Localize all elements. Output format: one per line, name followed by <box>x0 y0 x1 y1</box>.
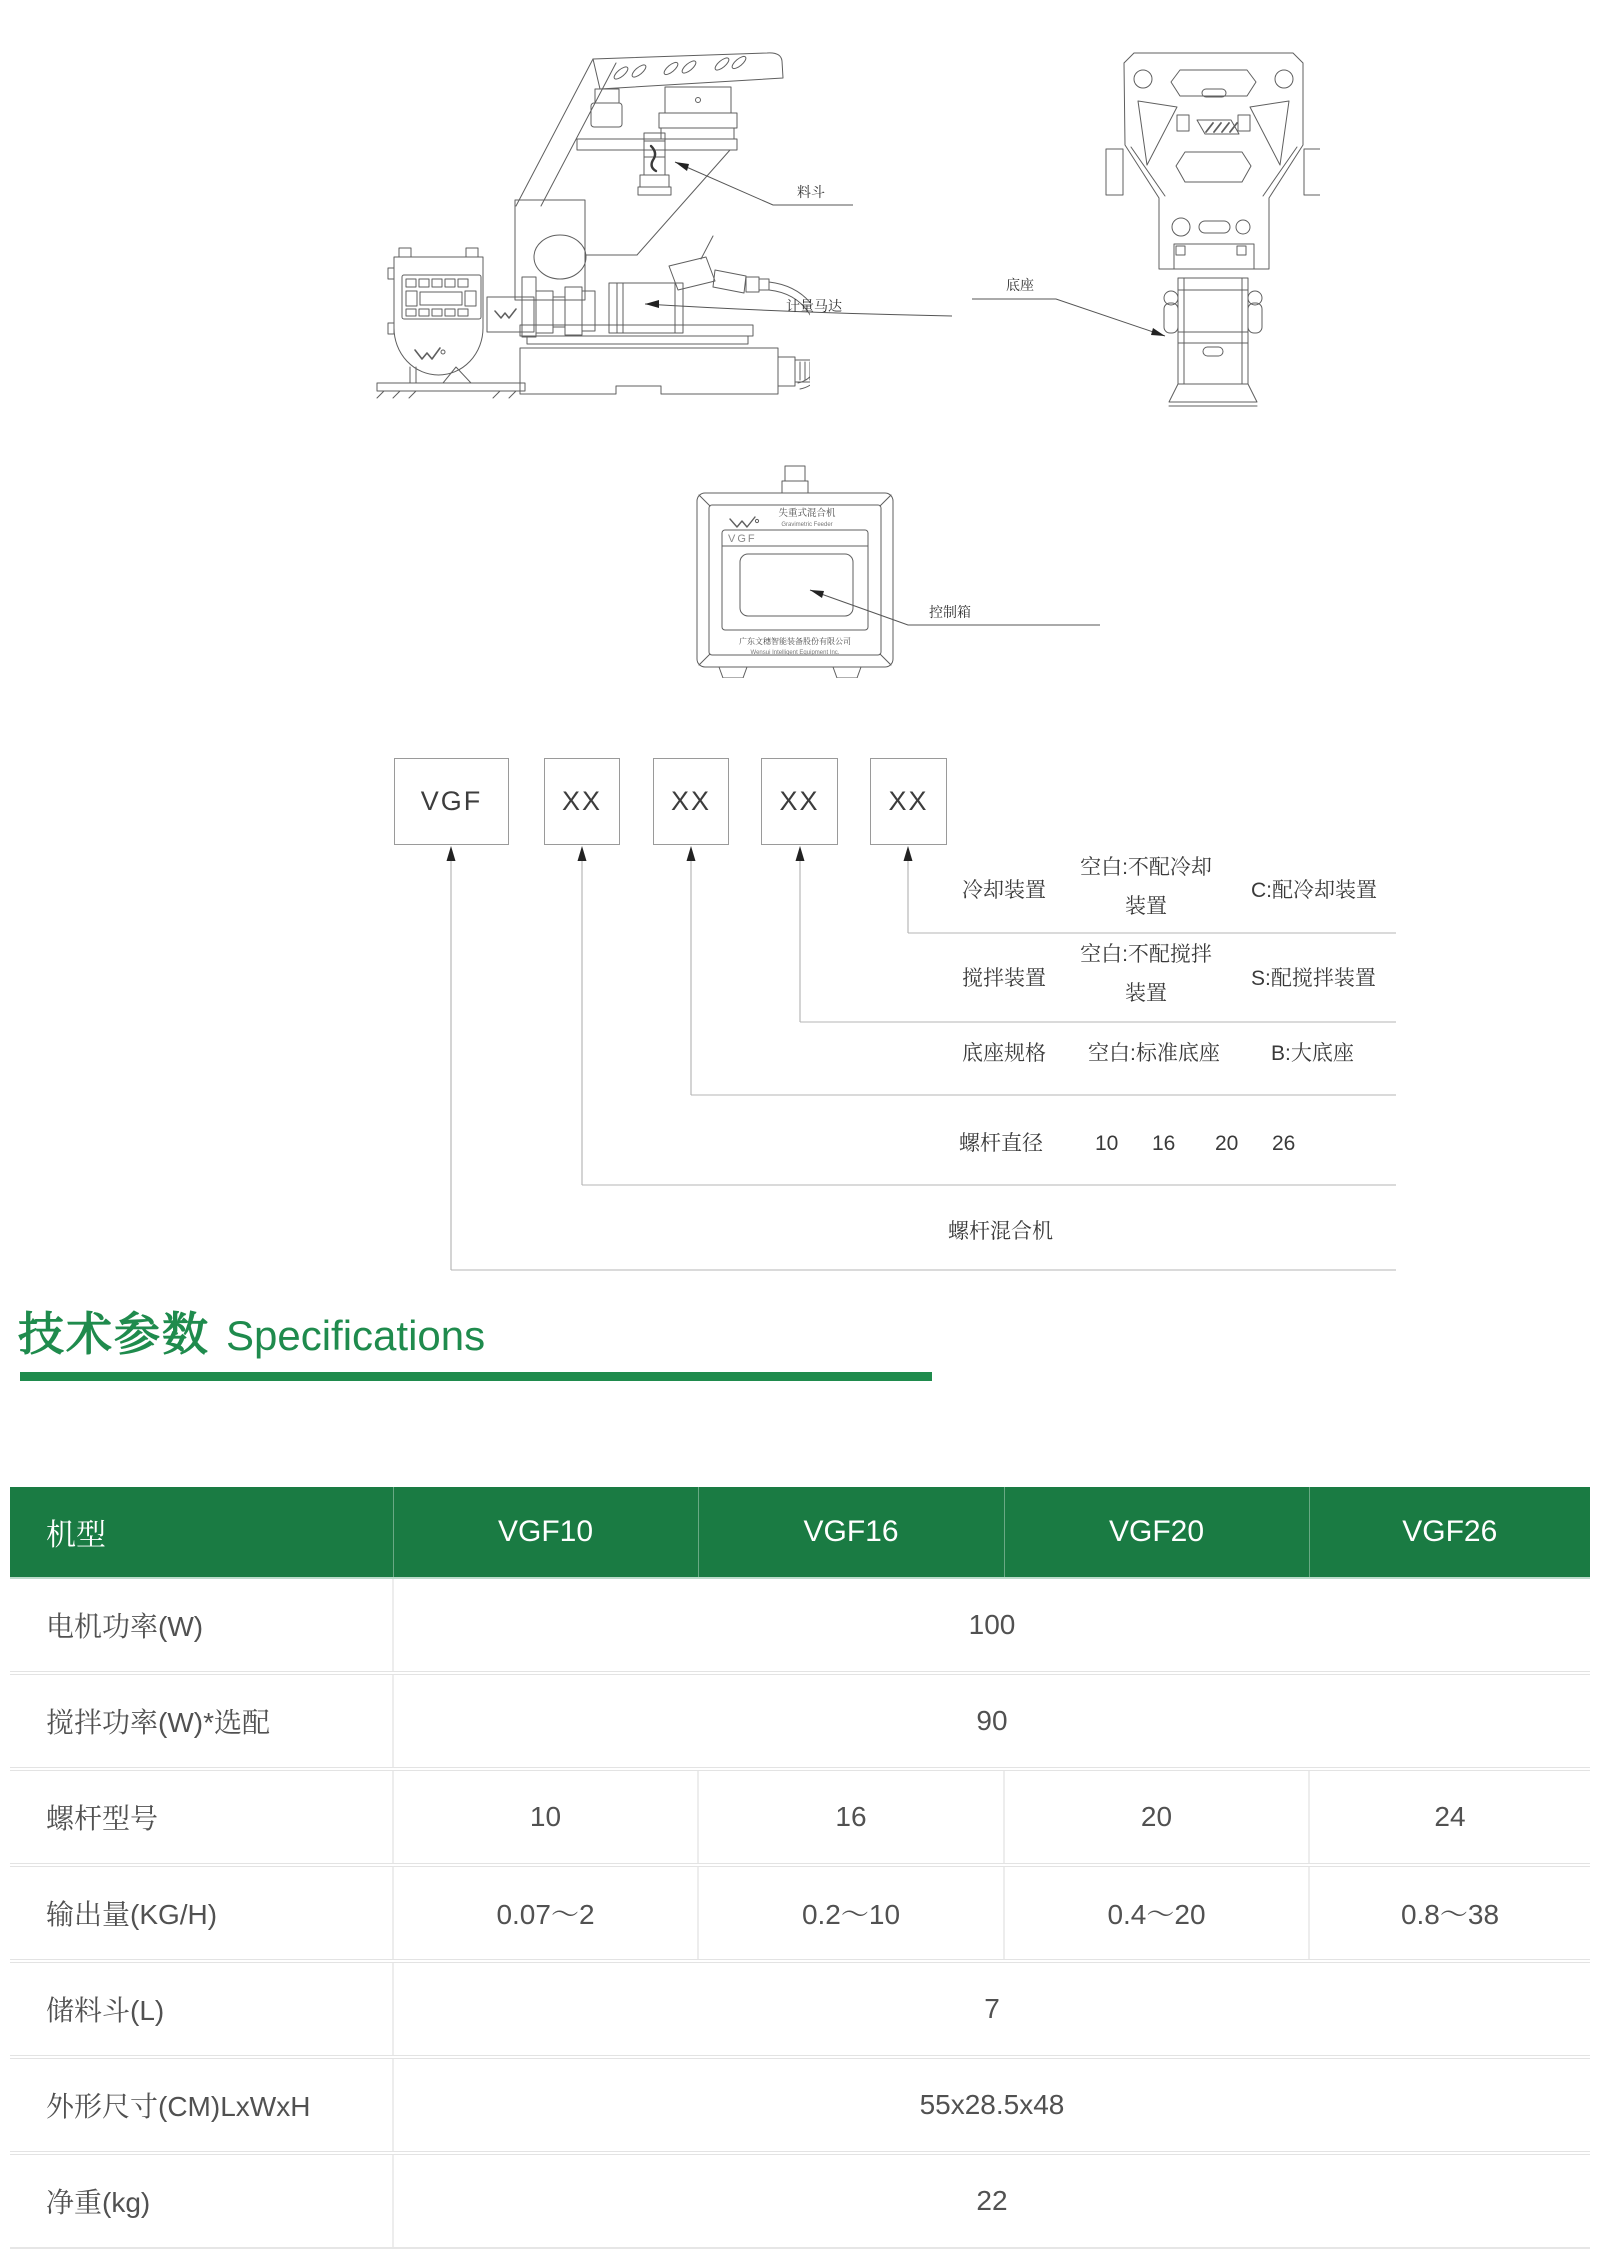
table-row <box>10 1769 1590 1865</box>
spec-header-vgf16: VGF16 <box>698 1487 1004 1578</box>
model-code-box-vgf: VGF <box>394 758 509 845</box>
row-motor-power-label: 电机功率(W) <box>46 1611 204 1642</box>
row-screw-model-v3: 24 <box>1309 1769 1590 1865</box>
row-hopper-value: 7 <box>393 1961 1590 2057</box>
section-title-underline <box>20 1372 932 1381</box>
code-row-cooling-opt1-line2: 装置 <box>1125 895 1167 918</box>
spec-header-vgf10: VGF10 <box>393 1487 698 1578</box>
base-label: 底座 <box>1006 277 1034 293</box>
row-dimensions-label: 外形尺寸(CM)LxWxH <box>10 2057 393 2153</box>
control-box-company-cn: 广东文穗智能装备股份有限公司 <box>739 637 851 646</box>
row-output-v0: 0.07～2 <box>393 1865 698 1961</box>
row-screw-model-v2: 20 <box>1004 1769 1309 1865</box>
section-title <box>18 1298 485 1364</box>
spec-header-vgf26: VGF26 <box>1309 1487 1590 1578</box>
code-row-stir-opt1-line2: 装置 <box>1125 982 1167 1005</box>
model-code-box-xx4: XX <box>870 758 947 845</box>
code-row-stir-opt1-line1: 空白:不配搅拌 <box>1080 943 1212 966</box>
section-title-en: Specifications <box>226 1312 486 1359</box>
code-row-cooling-opt2: C:配冷却装置 <box>1251 879 1377 902</box>
table-row <box>10 1673 1590 1769</box>
spec-table <box>10 1487 1590 2249</box>
row-screw-model-label: 螺杆型号 <box>10 1769 393 1865</box>
code-row-diameter-v2: 20 <box>1215 1132 1239 1155</box>
row-screw-model-v1: 16 <box>698 1769 1004 1865</box>
table-row <box>10 1961 1590 2057</box>
code-row-diameter-label: 螺杆直径 <box>959 1132 1043 1155</box>
code-row-mixer-label: 螺杆混合机 <box>948 1220 1053 1243</box>
row-screw-model-v0: 10 <box>393 1769 698 1865</box>
code-row-cooling-opt1-line1: 空白:不配冷却 <box>1080 856 1212 879</box>
code-row-diameter-v0: 10 <box>1095 1132 1119 1155</box>
motor-arrow-icon <box>645 300 659 308</box>
code-row-stir-opt2: S:配搅拌装置 <box>1251 967 1376 990</box>
row-weight-value: 22 <box>393 2153 1590 2248</box>
code-row-base-opt1: 空白:标准底座 <box>1088 1042 1220 1065</box>
section-title-cn: 技术参数 <box>18 1308 210 1360</box>
model-code-box-xx1: XX <box>544 758 620 845</box>
control-box-title-en: Gravimetric Feeder <box>781 522 833 528</box>
table-row <box>10 2057 1590 2153</box>
table-row <box>10 1865 1590 1961</box>
row-output-v1: 0.2～10 <box>698 1865 1004 1961</box>
code-row-diameter-v3: 26 <box>1272 1132 1296 1155</box>
control-box-label: 控制箱 <box>929 604 971 620</box>
table-row <box>10 1578 1590 1673</box>
code-row-cooling-label: 冷却装置 <box>962 879 1046 902</box>
code-row-base-label: 底座规格 <box>962 1042 1046 1065</box>
controlbox-arrow-icon <box>810 590 824 598</box>
row-motor-power-value: 100 <box>393 1578 1590 1673</box>
spec-header-vgf20: VGF20 <box>1004 1487 1309 1578</box>
row-output-v2: 0.4～20 <box>1004 1865 1309 1961</box>
metering-motor-label: 计量马达 <box>786 298 842 314</box>
control-box-company-en: Wensui Intelligent Equipment Inc. <box>750 650 840 656</box>
code-row-stir-label: 搅拌装置 <box>962 967 1046 990</box>
row-dimensions-value: 55x28.5x48 <box>393 2057 1590 2153</box>
row-stir-power-value: 90 <box>393 1673 1590 1769</box>
control-box-title-cn: 失重式混合机 <box>778 508 836 519</box>
hopper-label: 料斗 <box>797 184 825 200</box>
spec-header-model: 机型 <box>10 1487 393 1578</box>
row-output-label: 输出量(KG/H) <box>10 1865 393 1961</box>
row-output-v3: 0.8～38 <box>1309 1865 1590 1961</box>
row-stir-power-label: 搅拌功率(W)*选配 <box>10 1673 393 1769</box>
code-row-diameter-v1: 16 <box>1152 1132 1176 1155</box>
table-row <box>10 2153 1590 2248</box>
base-arrow-icon <box>1151 328 1165 336</box>
hopper-arrow-icon <box>675 162 689 171</box>
code-box-arrows <box>447 846 913 861</box>
spec-header-row <box>10 1487 1590 1578</box>
control-box-logo-text: VGF <box>728 533 757 545</box>
row-weight-label: 净重(kg) <box>10 2153 393 2248</box>
row-hopper-label: 储料斗(L) <box>10 1961 393 2057</box>
model-code-box-xx2: XX <box>653 758 729 845</box>
code-row-base-opt2: B:大底座 <box>1271 1042 1354 1065</box>
model-code-box-xx3: XX <box>761 758 838 845</box>
